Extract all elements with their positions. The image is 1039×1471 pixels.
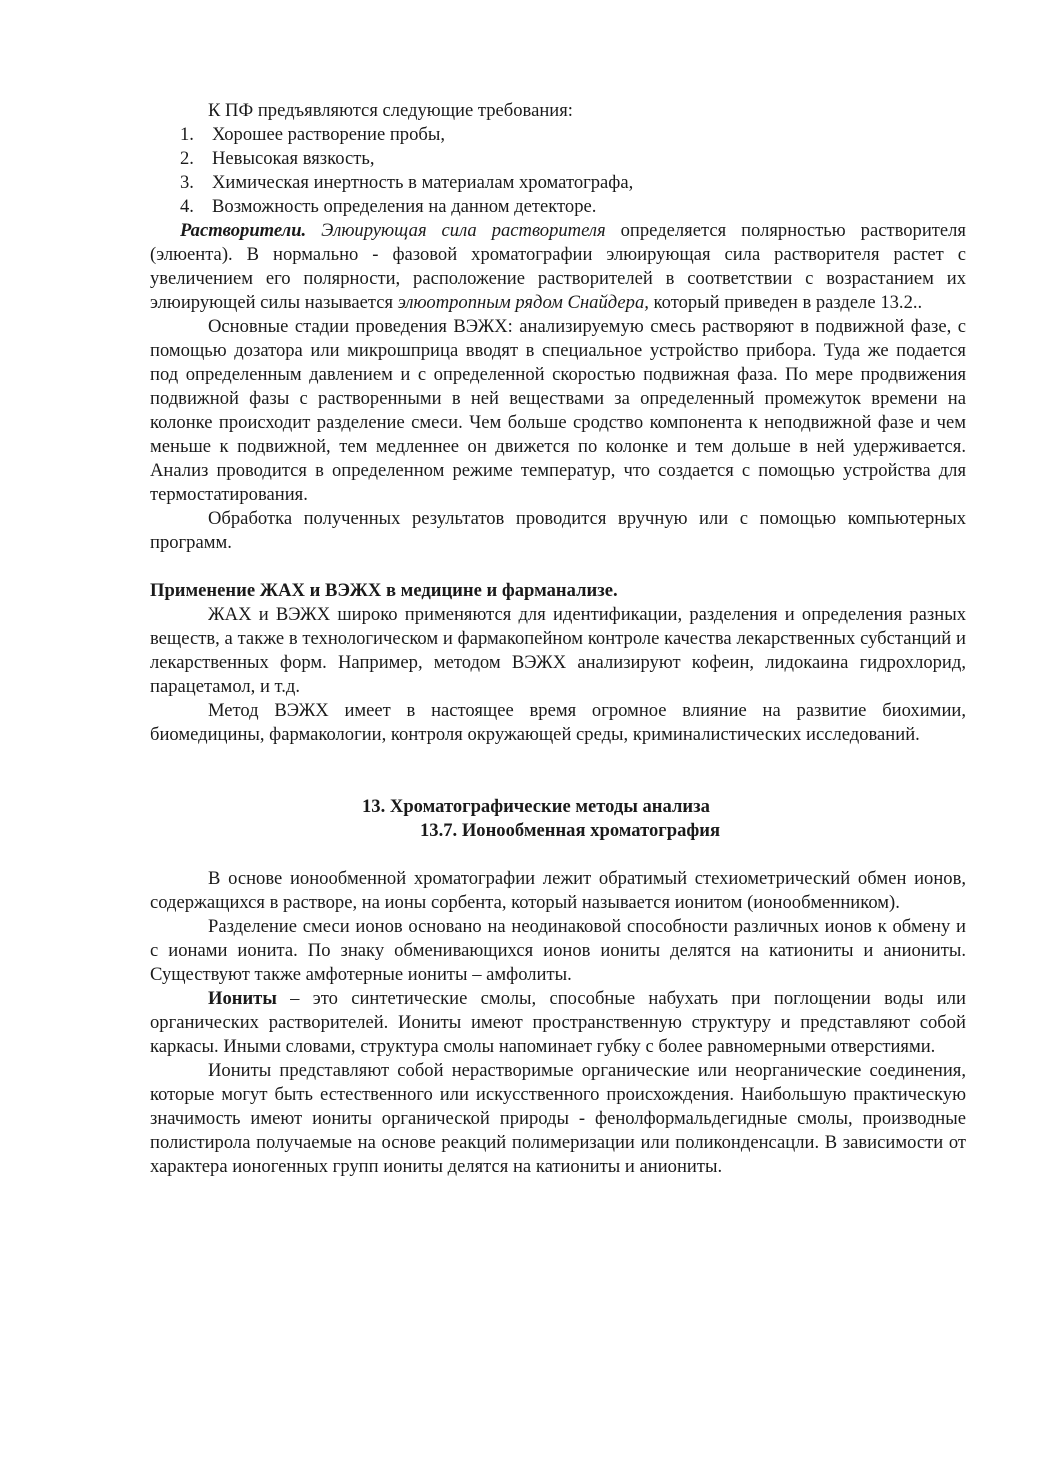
list-item-text: Хорошее растворение пробы,: [212, 124, 445, 145]
ion-exchange-paragraph-2: Разделение смеси ионов основано на неодинаковой способности различных ионов к обмену и с ионами ионита. По знаку обменивающихся ионов иониты делятся на катиониты и аниониты. Существуют также амфотерные иониты – амфолиты.: [150, 916, 966, 985]
list-item-number: 4.: [180, 196, 194, 217]
list-item-text: Возможность определения на данном детекторе.: [212, 196, 597, 217]
stages-paragraph: Основные стадии проведения ВЭЖХ: анализируемую смесь растворяют в подвижной фазе, с помощью дозатора или микрошприца вводят в специальное устройство прибора. Туда же подается под определенным давлением и с определенной скоростью подвижная фаза. По мере продвижения подвижной фазы с растворенными в ней веществами за определенный промежуток времени на колонке происходит разделение смеси. Чем больше сродство компонента к неподвижной фазе и чем меньше к подвижной, тем медленнее он движется по колонке и тем дольше в ней удерживается. Анализ проводится в определенном режиме температур, что создается с помощью устройства для термостатирования.: [150, 316, 966, 505]
document-page: [150, 99, 966, 1179]
list-item: [150, 171, 966, 195]
solvents-paragraph: [150, 219, 966, 315]
solvents-text-1: определяется полярностью растворителя (элюента). В нормально - фазовой хроматографии элюирующая сила растворителя растет с увеличением его полярности, расположение растворителей в соответствии с возрастанием их элюирующей силы называется: [150, 220, 966, 313]
ion-exchange-paragraph-3: [150, 987, 966, 1059]
list-item: [150, 147, 966, 171]
list-item-text: Невысокая вязкость,: [212, 148, 375, 169]
application-heading: Применение ЖАХ и ВЭЖХ в медицине и фарманализе.: [150, 580, 618, 601]
list-item: [150, 195, 966, 219]
requirements-intro: К ПФ предъявляются следующие требования:: [208, 100, 573, 121]
solvents-term: Растворители.: [180, 220, 307, 241]
spacer: [150, 747, 966, 795]
solvents-italic-snyder-series: элюотропным рядом Снайдера,: [397, 292, 649, 313]
ionites-term: Иониты: [208, 988, 277, 1009]
requirements-list: [150, 123, 966, 219]
section-subtitle: 13.7. Ионообменная хроматография: [420, 820, 721, 841]
solvents-text-2: который приведен в разделе 13.2..: [648, 292, 923, 313]
ionites-definition: – это синтетические смолы, способные набухать при поглощении воды или органических растворителей. Иониты имеют пространственную структуру и представляют собой каркасы. Иными словами, структура смолы напоминает губку с более равномерными отверстиями.: [150, 988, 966, 1057]
list-item-number: 1.: [180, 124, 194, 145]
list-item-text: Химическая инертность в материалам хроматографа,: [212, 172, 634, 193]
spacer: [150, 843, 966, 867]
list-item-number: 3.: [180, 172, 194, 193]
application-paragraph-1: ЖАХ и ВЭЖХ широко применяются для идентификации, разделения и определения разных веществ, а также в технологическом и фармакопейном контроле качества лекарственных субстанций и лекарственных форм. Например, методом ВЭЖХ анализируют кофеин, лидокаина гидрохлорид, парацетамол, и т.д.: [150, 604, 966, 697]
list-item: [150, 123, 966, 147]
list-item-number: 2.: [180, 148, 194, 169]
ion-exchange-paragraph-4: Иониты представляют собой нерастворимые органические или неорганические соединения, которые могут быть естественного или искусственного происхождения. Наибольшую практическую значимость имеют иониты органической природы - фенолформальдегидные смолы, производные полистирола получаемые на основе реакций полимеризации или поликонденсацли. В зависимости от характера ионогенных групп иониты делятся на катиониты и аниониты.: [150, 1060, 966, 1177]
spacer: [150, 555, 966, 579]
processing-paragraph: Обработка полученных результатов проводится вручную или с помощью компьютерных программ.: [150, 508, 966, 553]
ion-exchange-paragraph-1: В основе ионообменной хроматографии лежит обратимый стехиометрический обмен ионов, содержащихся в растворе, на ионы сорбента, который называется ионитом (ионообменником).: [150, 868, 966, 913]
application-paragraph-2: Метод ВЭЖХ имеет в настоящее время огромное влияние на развитие биохимии, биомедицины, фармакологии, контроля окружающей среды, криминалистических исследований.: [150, 700, 966, 745]
section-title: 13. Хроматографические методы анализа: [362, 796, 710, 817]
solvents-italic-eluting-force: Элюирующая сила растворителя: [321, 220, 606, 241]
